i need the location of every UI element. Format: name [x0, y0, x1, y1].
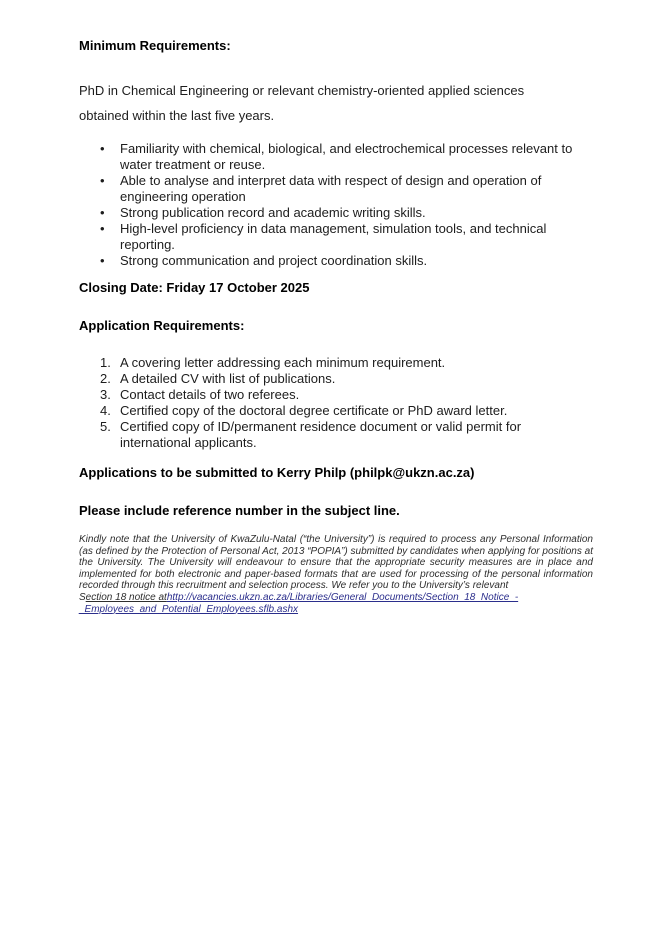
numbered-text: A covering letter addressing each minimum requirement.	[120, 355, 446, 370]
bullet-text: High-level proficiency in data management, simulation tools, and technical reporting.	[120, 221, 547, 252]
bullet-text: Familiarity with chemical, biological, and electrochemical processes relevant to water treatment or reuse.	[120, 141, 573, 172]
application-requirements-list	[79, 355, 593, 451]
list-item	[79, 387, 593, 403]
section18-notice-link[interactable]: http://vacancies.ukzn.ac.za/Libraries/General_Documents/Section_18_Notice_-	[166, 591, 519, 603]
minimum-requirements-heading: Minimum Requirements:	[79, 38, 231, 53]
submission-instruction: Applications to be submitted to Kerry Philp (philpk@ukzn.ac.za)	[79, 465, 475, 480]
number-marker: 2.	[100, 371, 111, 386]
numbered-text: A detailed CV with list of publications.	[120, 371, 336, 386]
list-item	[79, 221, 593, 253]
number-marker: 4.	[100, 403, 111, 418]
bullet-marker: •	[100, 173, 105, 188]
notice-underlined-text: ection 18 notice at	[85, 591, 167, 603]
numbered-text: Certified copy of ID/permanent residence document or valid permit for international applicants.	[120, 419, 522, 450]
list-item	[79, 205, 593, 221]
minimum-requirements-list	[79, 141, 593, 269]
list-item	[79, 403, 593, 419]
bullet-marker: •	[100, 253, 105, 268]
notice-prefix: S	[79, 591, 86, 603]
number-marker: 5.	[100, 419, 111, 434]
bullet-marker: •	[100, 141, 105, 156]
intro-paragraph	[79, 78, 593, 128]
numbered-text: Certified copy of the doctoral degree certificate or PhD award letter.	[120, 403, 508, 418]
bullet-marker: •	[100, 205, 105, 220]
number-marker: 1.	[100, 355, 111, 370]
list-item	[79, 419, 593, 451]
section18-notice-line	[79, 592, 593, 615]
number-marker: 3.	[100, 387, 111, 402]
intro-line-2: obtained within the last five years.	[79, 108, 275, 123]
popia-body-text: Kindly note that the University of KwaZulu-Natal (“the University”) is required to process any Personal Information (as defined by the Protection of Personal Act, 2013 “POPIA”) submitted by candidates when applying for positions at the University. The University will endeavour to ensure that the appropriate security measures are in place and implemented for both electronic and paper-based formats that are used for processing of the personal information recorded through this recruitment and selection process. We refer you to the University’s relevant	[79, 534, 593, 592]
list-item	[79, 253, 593, 269]
list-item	[79, 173, 593, 205]
intro-line-1: PhD in Chemical Engineering or relevant chemistry-oriented applied sciences	[79, 83, 525, 98]
bullet-marker: •	[100, 221, 105, 236]
bullet-text: Able to analyse and interpret data with respect of design and operation of engineering operation	[120, 173, 542, 204]
application-requirements-heading: Application Requirements:	[79, 318, 245, 333]
bullet-text: Strong publication record and academic writing skills.	[120, 205, 426, 220]
popia-fine-print	[79, 534, 593, 615]
list-item	[79, 355, 593, 371]
list-item	[79, 141, 593, 173]
closing-date-heading: Closing Date: Friday 17 October 2025	[79, 280, 310, 295]
bullet-text: Strong communication and project coordination skills.	[120, 253, 428, 268]
numbered-text: Contact details of two referees.	[120, 387, 300, 402]
section18-notice-link-continued[interactable]: _Employees_and_Potential_Employees.sflb.ashx	[79, 603, 299, 615]
list-item	[79, 371, 593, 387]
reference-instruction: Please include reference number in the subject line.	[79, 503, 400, 518]
